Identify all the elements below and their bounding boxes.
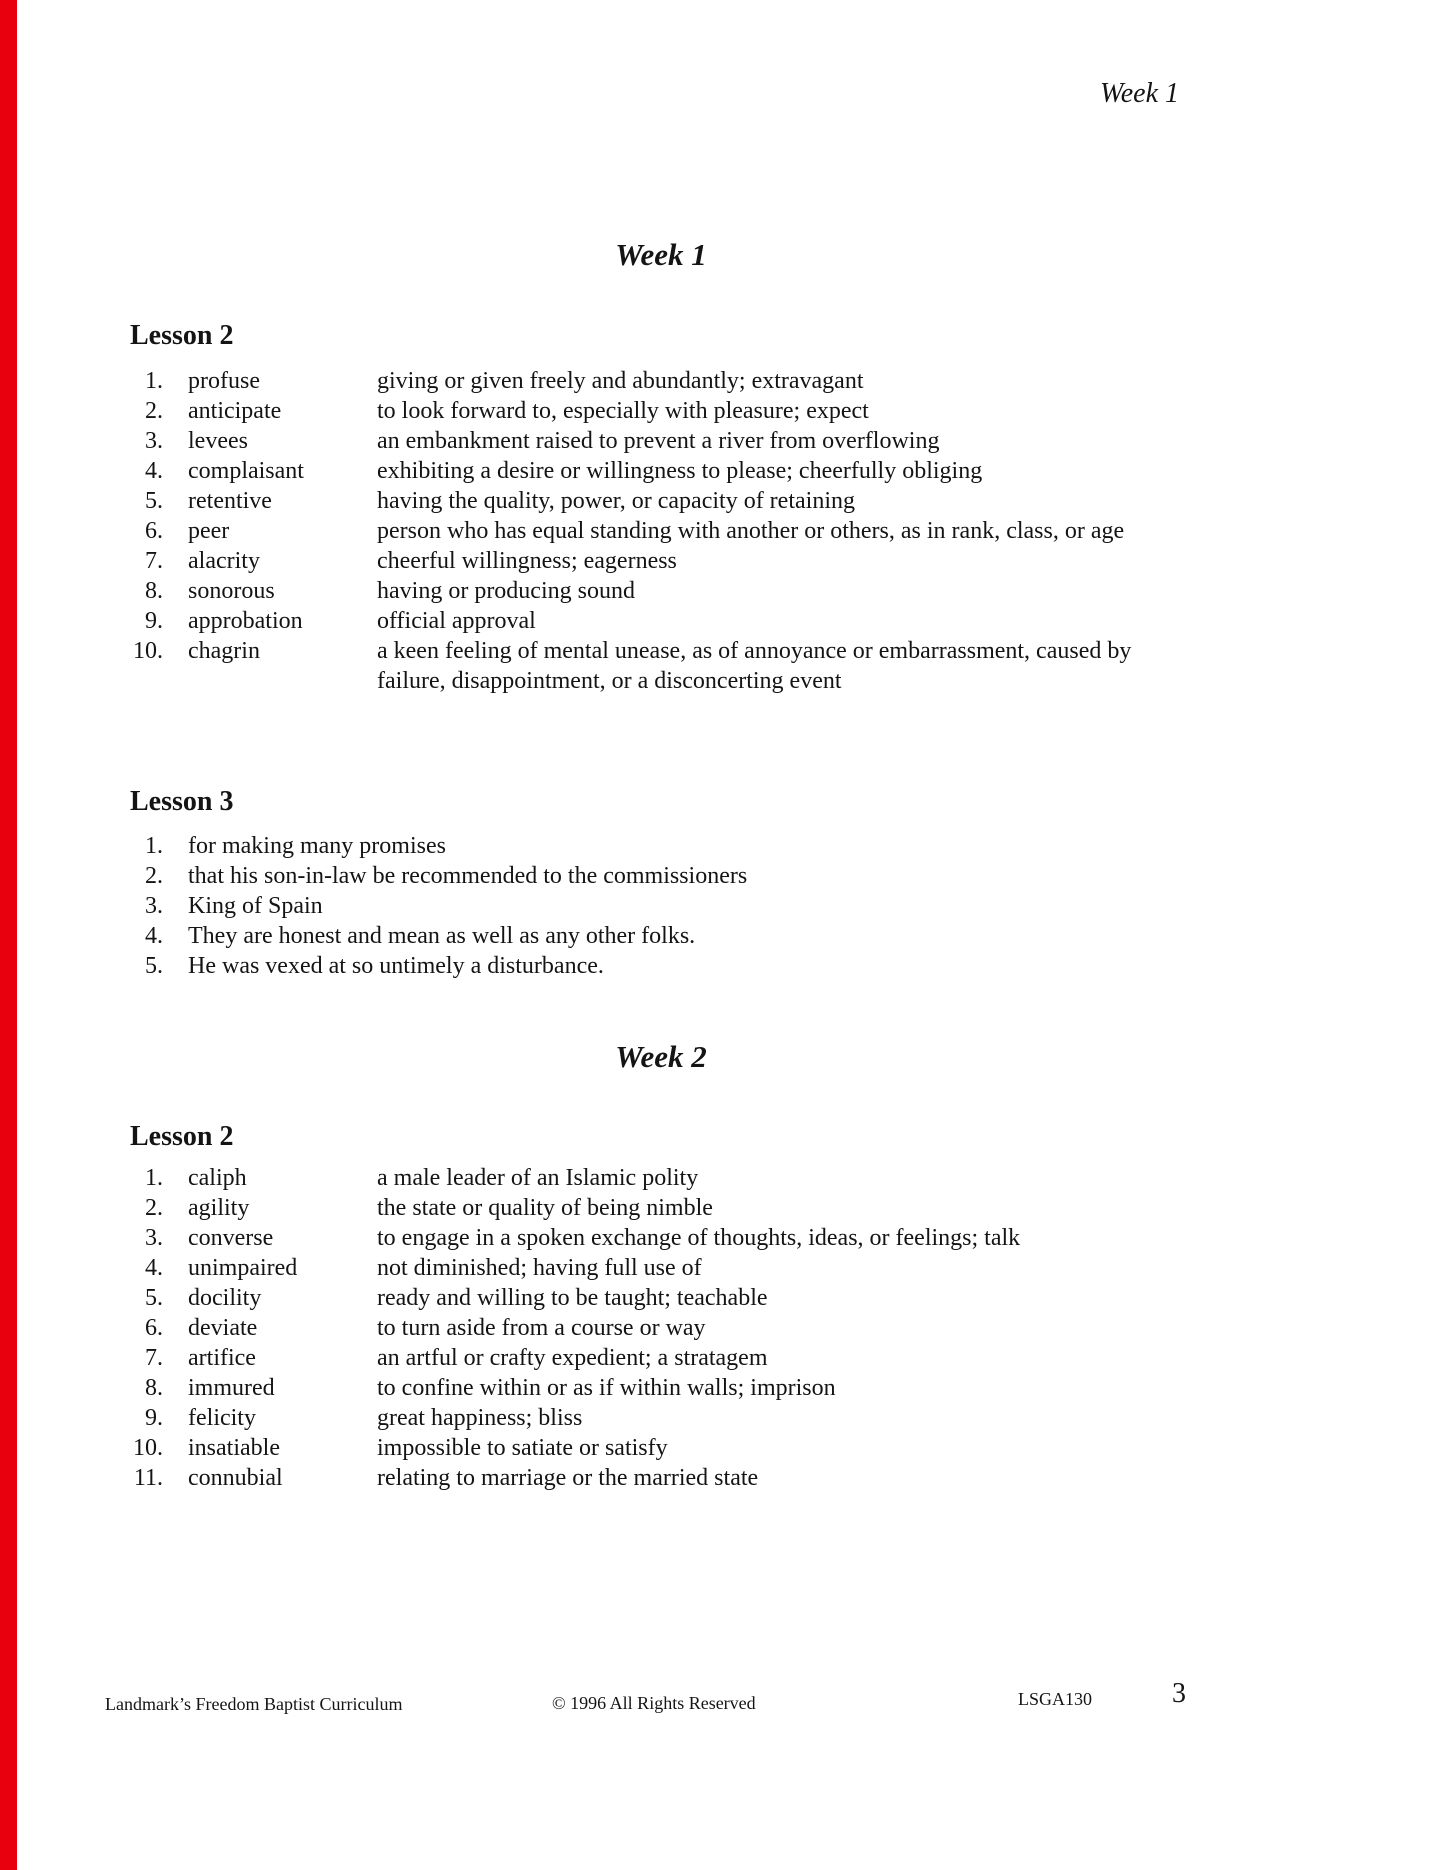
item-number: 5. [145, 953, 163, 979]
item-number: 1. [145, 368, 163, 394]
week1-lesson3-heading: Lesson 3 [130, 786, 234, 817]
week2-lesson2-heading: Lesson 2 [130, 1121, 234, 1152]
vocab-item [132, 546, 1194, 576]
answer-item [132, 861, 1194, 891]
vocab-term: felicity [188, 1405, 256, 1431]
item-number: 2. [145, 1195, 163, 1221]
vocab-item [132, 1463, 1194, 1493]
footer-product-code: LSGA130 [1018, 1689, 1093, 1709]
item-number: 8. [145, 578, 163, 604]
vocab-item [132, 1403, 1194, 1433]
answer-item [132, 951, 1194, 981]
vocab-item [132, 1373, 1194, 1403]
vocab-term: retentive [188, 488, 272, 514]
item-number: 11. [133, 1465, 163, 1491]
item-number: 10. [133, 1435, 163, 1461]
answer-text: that his son-in-law be recommended to the commissioners [188, 863, 748, 889]
vocab-term: approbation [188, 608, 303, 634]
vocab-term: agility [188, 1195, 250, 1221]
answer-item [132, 891, 1194, 921]
week-1-title: Week 1 [615, 237, 707, 272]
vocab-definition: not diminished; having full use of [377, 1255, 702, 1281]
vocab-item [132, 576, 1194, 606]
vocab-item [132, 1223, 1194, 1253]
vocab-definition: to engage in a spoken exchange of thoughts, ideas, or feelings; talk [377, 1225, 1021, 1251]
week2-lesson2-vocab-list [132, 1163, 1194, 1493]
vocab-term: deviate [188, 1315, 258, 1341]
week1-lesson3-answer-list [132, 831, 1194, 981]
vocab-item [132, 636, 1194, 696]
vocab-term: peer [188, 518, 230, 544]
vocab-definition: an embankment raised to prevent a river from overflowing [377, 428, 940, 454]
vocab-term: anticipate [188, 398, 282, 424]
item-number: 3. [145, 893, 163, 919]
answer-item [132, 831, 1194, 861]
vocab-definition: great happiness; bliss [377, 1405, 583, 1431]
vocab-item [132, 606, 1194, 636]
vocab-term: complaisant [188, 458, 304, 484]
vocab-definition: cheerful willingness; eagerness [377, 548, 677, 574]
vocab-item [132, 456, 1194, 486]
vocab-item [132, 1283, 1194, 1313]
vocab-definition: official approval [377, 608, 536, 634]
vocab-item [132, 486, 1194, 516]
vocab-definition: giving or given freely and abundantly; extravagant [377, 368, 864, 394]
item-number: 9. [145, 608, 163, 634]
left-edge-stripe [0, 0, 17, 1870]
item-number: 4. [145, 1255, 163, 1281]
vocab-definition: person who has equal standing with another or others, as in rank, class, or age [377, 518, 1125, 544]
vocab-item [132, 396, 1194, 426]
item-number: 5. [145, 488, 163, 514]
vocab-definition: to look forward to, especially with pleasure; expect [377, 398, 869, 424]
vocab-definition: impossible to satiate or satisfy [377, 1435, 668, 1461]
vocab-definition: a keen feeling of mental unease, as of annoyance or embarrassment, caused by failure, disappointment, or a disconcerting event [377, 638, 1132, 694]
vocab-term: alacrity [188, 548, 260, 574]
answer-item [132, 921, 1194, 951]
vocab-term: profuse [188, 368, 260, 394]
vocab-term: chagrin [188, 638, 260, 664]
item-number: 3. [145, 1225, 163, 1251]
item-number: 1. [145, 1165, 163, 1191]
item-number: 1. [145, 833, 163, 859]
vocab-definition: having the quality, power, or capacity of retaining [377, 488, 855, 514]
vocab-definition: having or producing sound [377, 578, 635, 604]
footer-publisher: Landmark’s Freedom Baptist Curriculum [105, 1694, 403, 1714]
vocab-item [132, 1193, 1194, 1223]
item-number: 5. [145, 1285, 163, 1311]
answer-text: He was vexed at so untimely a disturbance. [188, 953, 604, 979]
item-number: 2. [145, 398, 163, 424]
vocab-item [132, 1343, 1194, 1373]
item-number: 6. [145, 518, 163, 544]
vocab-item [132, 426, 1194, 456]
vocab-definition: a male leader of an Islamic polity [377, 1165, 699, 1191]
item-number: 3. [145, 428, 163, 454]
vocab-definition: exhibiting a desire or willingness to please; cheerfully obliging [377, 458, 983, 484]
vocab-item [132, 516, 1194, 546]
footer-copyright: © 1996 All Rights Reserved [552, 1693, 756, 1713]
vocab-item [132, 1313, 1194, 1343]
vocab-term: artifice [188, 1345, 256, 1371]
vocab-definition: relating to marriage or the married state [377, 1465, 759, 1491]
vocab-item [132, 366, 1194, 396]
vocab-term: sonorous [188, 578, 275, 604]
item-number: 7. [145, 1345, 163, 1371]
item-number: 9. [145, 1405, 163, 1431]
vocab-definition: to confine within or as if within walls; imprison [377, 1375, 836, 1401]
vocab-term: unimpaired [188, 1255, 298, 1281]
week-2-title: Week 2 [615, 1039, 707, 1074]
vocab-definition: an artful or crafty expedient; a stratagem [377, 1345, 768, 1371]
vocab-item [132, 1163, 1194, 1193]
vocab-term: levees [188, 428, 248, 454]
answer-text: They are honest and mean as well as any other folks. [188, 923, 696, 949]
week1-lesson2-heading: Lesson 2 [130, 320, 234, 351]
vocab-definition: ready and willing to be taught; teachable [377, 1285, 768, 1311]
vocab-term: docility [188, 1285, 262, 1311]
answer-text: for making many promises [188, 833, 446, 859]
vocab-item [132, 1433, 1194, 1463]
vocab-definition: to turn aside from a course or way [377, 1315, 706, 1341]
item-number: 6. [145, 1315, 163, 1341]
item-number: 8. [145, 1375, 163, 1401]
vocab-term: insatiable [188, 1435, 280, 1461]
answer-text: King of Spain [188, 893, 323, 919]
vocab-term: caliph [188, 1165, 247, 1191]
vocab-term: connubial [188, 1465, 283, 1491]
item-number: 4. [145, 923, 163, 949]
item-number: 7. [145, 548, 163, 574]
page-number: 3 [1172, 1678, 1186, 1709]
item-number: 4. [145, 458, 163, 484]
vocab-item [132, 1253, 1194, 1283]
vocab-term: immured [188, 1375, 275, 1401]
item-number: 2. [145, 863, 163, 889]
item-number: 10. [133, 638, 163, 664]
vocab-term: converse [188, 1225, 274, 1251]
week1-lesson2-vocab-list [132, 366, 1194, 696]
vocab-definition: the state or quality of being nimble [377, 1195, 713, 1221]
running-header: Week 1 [1100, 78, 1180, 109]
